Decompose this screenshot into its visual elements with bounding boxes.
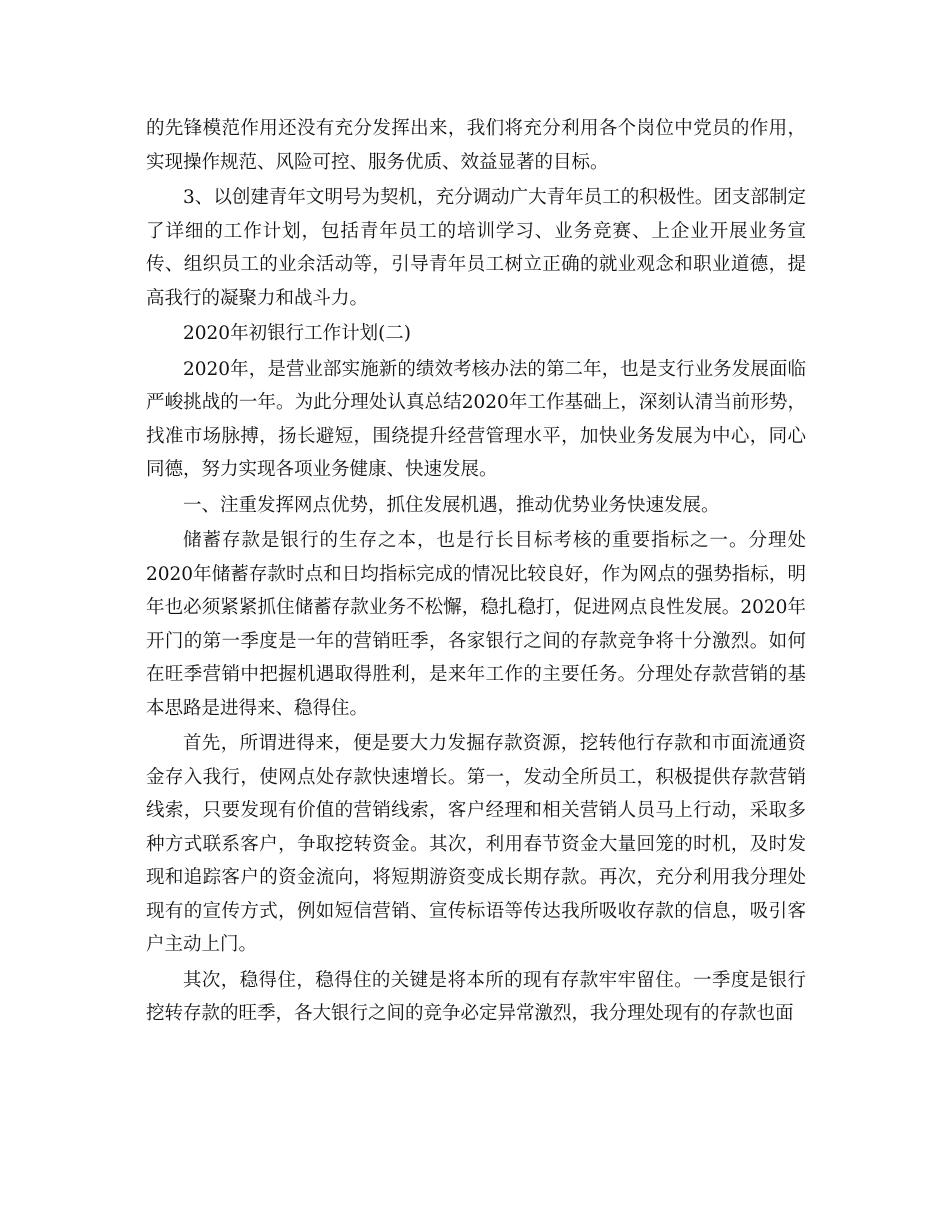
document-body xyxy=(146,112,806,1033)
paragraph-1: 的先锋模范作用还没有充分发挥出来，我们将充分利用各个岗位中党员的作用，实现操作规范、风险可控、服务优质、效益显著的目标。 xyxy=(146,118,806,173)
paragraph-6: 其次，稳得住，稳得住的关键是将本所的现有存款牢牢留住。一季度是银行挖转存款的旺季，各大银行之间的竞争必定异常激烈，我分理处现有的存款也面 xyxy=(146,969,806,1024)
paragraph-4: 储蓄存款是银行的生存之本，也是行长目标考核的重要指标之一。分理处2020年储蓄存款时点和日均指标完成的情况比较良好，作为网点的强势指标，明年也必须紧紧抓住储蓄存款业务不松懈，稳扎稳打，促进网点良性发展。2020年开门的第一季度是一年的营销旺季，各家银行之间的存款竞争将十分激烈。如何在旺季营销中把握机遇取得胜利，是来年工作的主要任务。分理处存款营销的基本思路是进得来、稳得住。 xyxy=(146,530,806,719)
subsection-heading: 一、注重发挥网点优势，抓住发展机遇，推动优势业务快速发展。 xyxy=(183,494,720,516)
paragraph-3: 2020年，是营业部实施新的绩效考核办法的第二年，也是支行业务发展面临严峻挑战的一年。为此分理处认真总结2020年工作基础上，深刻认清当前形势，找准市场脉搏，扬长避短，围绕提升经营管理水平，加快业务发展为中心，同心同德，努力实现各项业务健康、快速发展。 xyxy=(146,358,806,480)
paragraph-2: 3、以创建青年文明号为契机，充分调动广大青年员工的积极性。团支部制定了详细的工作计划，包括青年员工的培训学习、业务竞赛、上企业开展业务宣传、组织员工的业余活动等，引导青年员工树立正确的就业观念和职业道德，提高我行的凝聚力和战斗力。 xyxy=(146,187,806,309)
section-heading: 2020年初银行工作计划(二) xyxy=(183,323,412,344)
paragraph-5: 首先，所谓进得来，便是要大力发掘存款资源，挖转他行存款和市面流通资金存入我行，使网点处存款快速增长。第一，发动全所员工，积极提供存款营销线索，只要发现有价值的营销线索，客户经理和相关营销人员马上行动，采取多种方式联系客户，争取挖转资金。其次，利用春节资金大量回笼的时机，及时发现和追踪客户的资金流向，将短期游资变成长期存款。再次，充分利用我分理处现有的宣传方式，例如短信营销、宣传标语等传达我所吸收存款的信息，吸引客户主动上门。 xyxy=(146,733,806,955)
